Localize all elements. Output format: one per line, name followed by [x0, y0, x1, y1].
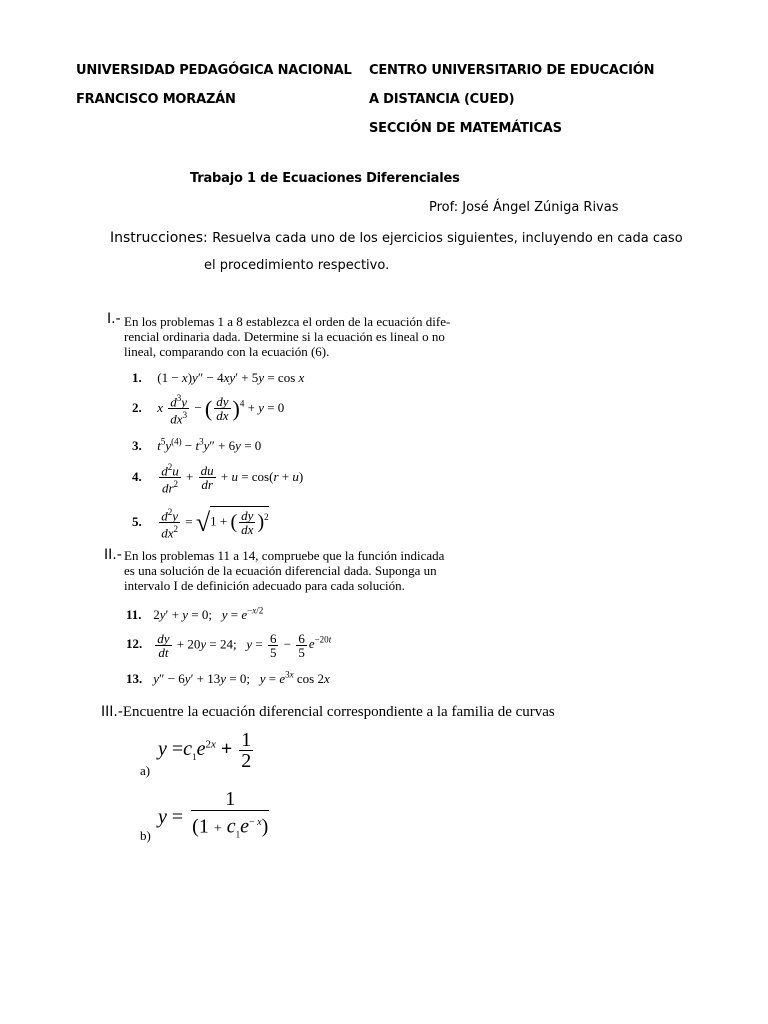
section2-intro-line: En los problemas 11 a 14, compruebe que la función indicada [124, 548, 445, 563]
problem-13: 13. y″ − 6y′ + 13y = 0; $y = e^{3x}$ cos 2x [126, 670, 330, 687]
instructions-label: Instrucciones: [110, 230, 208, 246]
section1-intro-line: En los problemas 1 a 8 establezca el orden de la ecuación dife- [124, 314, 451, 329]
section2-label: II.- [104, 547, 122, 563]
problem-11: 11. 2y′ + y = 0; $y = e^{-x/2}$ [126, 606, 264, 623]
section3-text: Encuentre la ecuación diferencial correspondiente a la familia de curvas [122, 704, 555, 720]
section1-intro-line: rencial ordinaria dada. Determine si la ecuación es lineal o no [124, 329, 445, 344]
problem-1: 1. (1 − x)y″ − 4xy′ + 5y = cos x [132, 370, 305, 385]
section1-intro-line: lineal, comparando con la ecuación (6). [124, 344, 330, 359]
problem-number: 13. [126, 671, 143, 687]
university-name-line1: UNIVERSIDAD PEDAGÓGICA NACIONAL [76, 63, 352, 78]
formula-b: y = $\frac{1}{(1 + c_1e^{- x})}$ [158, 788, 269, 840]
section2-intro-line: es una solución de la ecuación diferencial dada. Suponga un [124, 563, 437, 578]
problem-number: 2. [132, 399, 142, 415]
center-name-line1: CENTRO UNIVERSITARIO DE EDUCACIÓN [369, 63, 655, 78]
problem-12: 12. $\frac{dy}{dt}$ + 20y = 24; y = $\frac{6}{5}$ − $\frac{6}{5}$ $e^{-20t}$ [126, 631, 332, 660]
instructions-text-line1: Resuelva cada uno de los ejercicios siguientes, incluyendo en cada caso [212, 231, 683, 246]
section3 [101, 703, 555, 721]
problem-number: 1. [132, 370, 142, 385]
formula-a: $y =c_1e^{2x}$ + $\frac{1}{2}$ [158, 729, 252, 772]
problem-4: 4. $\frac{d^2u}{dr^2}$ + $\frac{du}{dr}$ + u = cos(r + u) [132, 462, 304, 496]
problem-2: 2. x $\frac{d^3y}{dx^3}$ − ( $\frac{dy}{dx}$ )$^4$ + y = 0 [132, 393, 285, 427]
problem-number: 5. [132, 513, 142, 529]
problem-5: 5. $\frac{d^2y}{dx^2}$ = √1 + ( $\frac{dy}{dx}$ )$^2$ [132, 507, 269, 541]
problem-number: 3. [132, 438, 142, 454]
document-title: Trabajo 1 de Ecuaciones Diferenciales [190, 171, 460, 186]
instructions-text-line2: el procedimiento respectivo. [204, 258, 390, 273]
section2-intro [124, 548, 454, 593]
section2-intro-line: intervalo I de definición adecuado para cada solución. [124, 578, 405, 593]
section-name: SECCIÓN DE MATEMÁTICAS [369, 121, 562, 136]
item-a-label: a) [140, 763, 151, 778]
problem-3: 3. $t^5y^{(4)} - t^3y'' + 6y = 0$ [132, 437, 262, 454]
professor-name: Prof: José Ángel Zúniga Rivas [429, 200, 619, 215]
problem-number: 4. [132, 468, 142, 484]
instructions [110, 229, 683, 247]
center-name-line2: A DISTANCIA (CUED) [369, 92, 515, 107]
section1-intro [124, 314, 454, 359]
problem-number: 12. [126, 636, 143, 652]
section3-label: III.- [101, 704, 123, 720]
item-b-label: b) [140, 828, 151, 843]
university-name-line2: FRANCISCO MORAZÁN [76, 92, 236, 107]
section1-label: I.- [107, 311, 121, 327]
problem-number: 11. [126, 607, 142, 623]
